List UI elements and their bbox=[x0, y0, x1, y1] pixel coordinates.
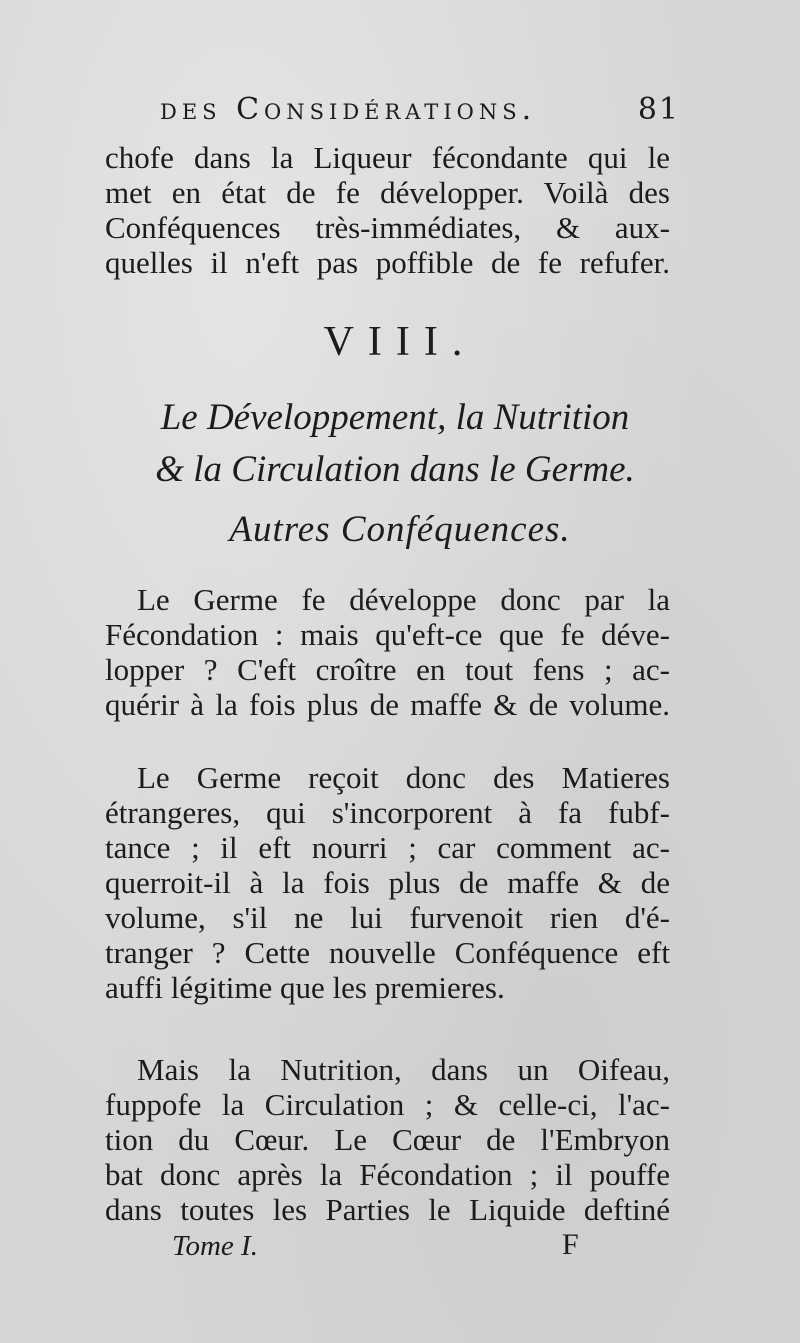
text-line: quérir à la fois plus de maffe & de volume. bbox=[105, 687, 670, 722]
text-line: fuppofe la Circulation ; & celle-ci, l'ac- bbox=[105, 1087, 670, 1122]
text-line: dans toutes les Parties le Liquide deftiné bbox=[105, 1192, 670, 1227]
text-line: bat donc après la Fécondation ; il pouffe bbox=[105, 1157, 670, 1192]
text-line: quelles il n'eft pas poffible de fe refufer. bbox=[105, 245, 670, 280]
text-line: Fécondation : mais qu'eft-ce que fe déve- bbox=[105, 617, 670, 652]
running-head-title: des Considérations. bbox=[160, 92, 537, 127]
text-line: Le Germe reçoit donc des Matieres bbox=[137, 760, 670, 795]
text-line: volume, s'il ne lui furvenoit rien d'é- bbox=[105, 900, 670, 935]
section-title bbox=[110, 392, 680, 496]
section-title-line: & la Circulation dans le Germe. bbox=[155, 449, 635, 490]
text-line: tance ; il eft nourri ; car comment ac- bbox=[105, 830, 670, 865]
text-line: tion du Cœur. Le Cœur de l'Embryon bbox=[105, 1122, 670, 1157]
paragraph-1 bbox=[105, 140, 670, 280]
section-title-line: Le Développement, la Nutrition bbox=[160, 397, 630, 438]
text-line: Conféquences très-immédiates, & aux- bbox=[105, 210, 670, 245]
page-number: 81 bbox=[637, 92, 680, 127]
text-line: Mais la Nutrition, dans un Oifeau, bbox=[137, 1052, 670, 1087]
text-line: lopper ? C'eft croître en tout fens ; ac- bbox=[105, 652, 670, 687]
text-line: met en état de fe développer. Voilà des bbox=[105, 175, 670, 210]
text-line: auffi légitime que les premieres. bbox=[105, 970, 505, 1005]
text-line: Le Germe fe développe donc par la bbox=[137, 582, 670, 617]
text-line: chofe dans la Liqueur fécondante qui le bbox=[105, 140, 670, 175]
paragraph-2 bbox=[105, 582, 670, 722]
text-line: tranger ? Cette nouvelle Conféquence eft bbox=[105, 935, 670, 970]
running-head bbox=[160, 92, 680, 136]
text-line: étrangeres, qui s'incorporent à fa fubf- bbox=[105, 795, 670, 830]
text-line: querroit-il à la fois plus de maffe & de bbox=[105, 865, 670, 900]
signature-mark: F bbox=[562, 1228, 579, 1261]
paragraph-4 bbox=[105, 1052, 670, 1227]
volume-marker: Tome I. bbox=[172, 1230, 258, 1262]
section-number: VIII. bbox=[323, 319, 477, 365]
paragraph-3 bbox=[105, 760, 670, 1005]
section-subtitle: Autres Conféquences. bbox=[229, 509, 571, 550]
